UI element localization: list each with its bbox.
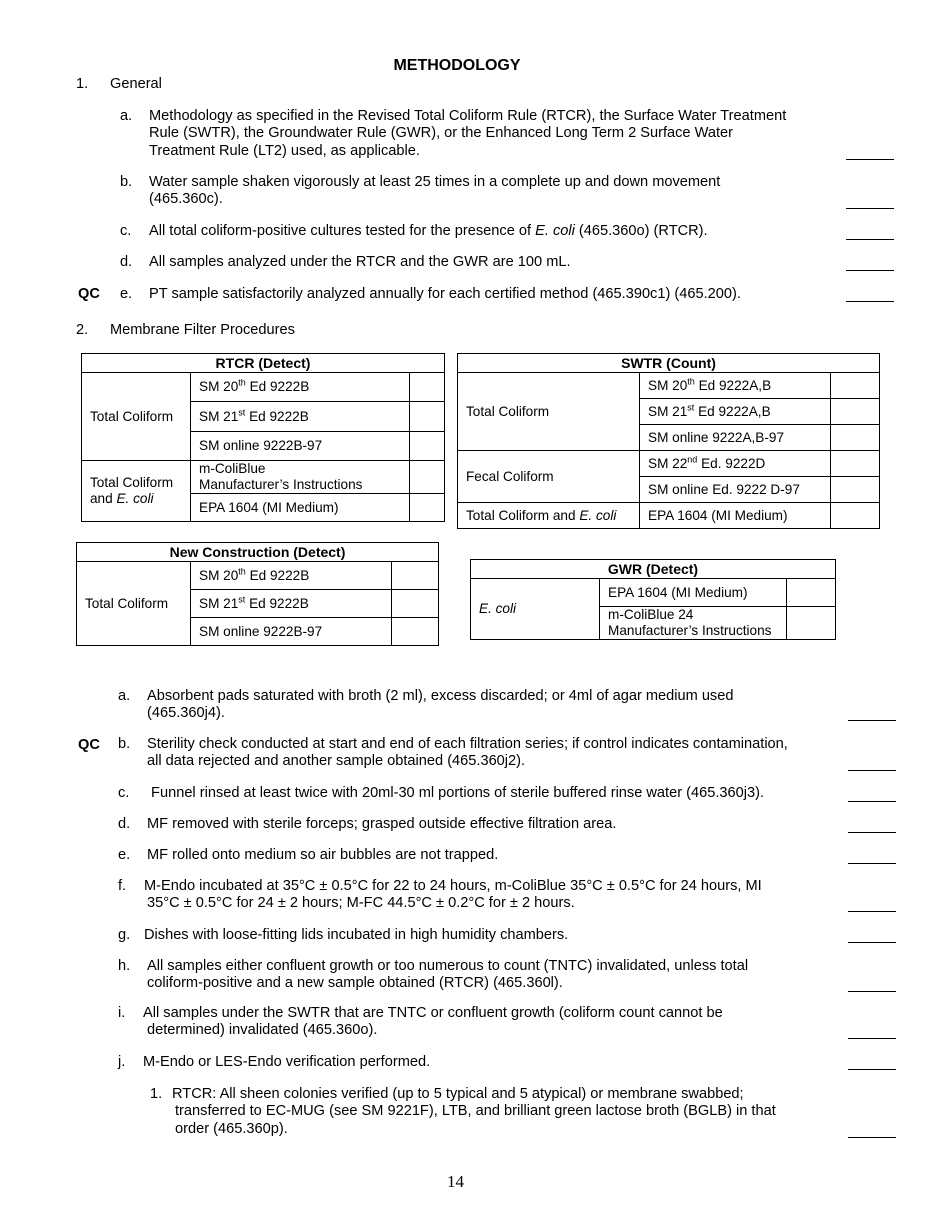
method-checkbox[interactable] (787, 579, 836, 607)
method-checkbox[interactable] (410, 494, 445, 522)
method-checkbox[interactable] (410, 432, 445, 461)
item-letter: a. (120, 108, 133, 124)
checkoff-blank[interactable] (848, 1069, 896, 1070)
checkoff-blank[interactable] (846, 270, 894, 271)
method-cell: m-ColiBlue Manufacturer’s Instructions (191, 461, 410, 494)
analyte-cell: Total Coliform and E. coli (82, 461, 191, 522)
rtcr-table (81, 353, 445, 522)
checkoff-blank[interactable] (848, 770, 896, 771)
item-letter: e. (120, 286, 133, 302)
method-checkbox[interactable] (787, 607, 836, 640)
qc-marker: QC (78, 737, 100, 753)
item-text: All total coliform-positive cultures tested for the presence of E. coli (465.360o) (RTCR). (149, 223, 708, 239)
qc-marker: QC (78, 286, 100, 302)
checkoff-blank[interactable] (846, 301, 894, 302)
method-cell: SM online 9222B-97 (191, 432, 410, 461)
item-text: All samples analyzed under the RTCR and the GWR are 100 mL. (149, 254, 571, 270)
item-text: determined) invalidated (465.360o). (147, 1022, 378, 1038)
method-checkbox[interactable] (831, 503, 880, 529)
analyte-cell: Total Coliform (77, 562, 191, 646)
item-text: Sterility check conducted at start and end of each filtration series; if control indicates contamination, (147, 736, 788, 752)
checkoff-blank[interactable] (846, 159, 894, 160)
analyte-cell: E. coli (471, 579, 600, 640)
section-heading: Membrane Filter Procedures (110, 322, 295, 338)
checkoff-blank[interactable] (848, 720, 896, 721)
subitem-text: order (465.360p). (175, 1121, 288, 1137)
checkoff-blank[interactable] (848, 801, 896, 802)
method-checkbox[interactable] (831, 477, 880, 503)
item-text: PT sample satisfactorily analyzed annually for each certified method (465.390c1) (465.200). (149, 286, 741, 302)
item-text: MF rolled onto medium so air bubbles are not trapped. (147, 847, 499, 863)
section-number: 1. (76, 76, 89, 92)
section-heading: General (110, 76, 162, 92)
method-checkbox[interactable] (831, 425, 880, 451)
item-letter: g. (118, 927, 131, 943)
item-letter: h. (118, 958, 131, 974)
analyte-cell: Fecal Coliform (458, 451, 640, 503)
new-construction-table (76, 542, 439, 646)
subitem-text: RTCR: All sheen colonies verified (up to 5 typical and 5 atypical) or membrane swabbed; (172, 1086, 744, 1102)
item-text: Funnel rinsed at least twice with 20ml-30 ml portions of sterile buffered rinse water (465.360j3). (147, 785, 765, 801)
checkoff-blank[interactable] (848, 911, 896, 912)
item-letter: b. (118, 736, 131, 752)
method-checkbox[interactable] (831, 399, 880, 425)
item-letter: b. (120, 174, 133, 190)
method-cell: SM 22nd Ed. 9222D (640, 451, 831, 477)
item-text: Rule (SWTR), the Groundwater Rule (GWR), or the Enhanced Long Term 2 Surface Water (149, 125, 733, 141)
page-number: 14 (447, 1172, 464, 1191)
method-cell: EPA 1604 (MI Medium) (640, 503, 831, 529)
item-text: coliform-positive and a new sample obtained (RTCR) (465.360l). (147, 975, 563, 991)
method-cell: SM online Ed. 9222 D-97 (640, 477, 831, 503)
item-letter: a. (118, 688, 131, 704)
gwr-table (470, 559, 836, 640)
item-text: Methodology as specified in the Revised Total Coliform Rule (RTCR), the Surface Water Treatment (149, 108, 787, 124)
table-title: RTCR (Detect) (82, 354, 445, 373)
method-cell: SM 21st Ed 9222B (191, 402, 410, 432)
method-cell: SM 20th Ed 9222A,B (640, 373, 831, 399)
item-letter: i. (118, 1005, 126, 1021)
item-text: all data rejected and another sample obtained (465.360j2). (147, 753, 526, 769)
swtr-table (457, 353, 880, 529)
item-letter: e. (118, 847, 131, 863)
table-title: GWR (Detect) (471, 560, 836, 579)
checkoff-blank[interactable] (848, 863, 896, 864)
item-letter: c. (118, 785, 130, 801)
subitem-number: 1. (150, 1086, 163, 1102)
method-cell: SM 20th Ed 9222B (191, 373, 410, 402)
table-title: New Construction (Detect) (77, 543, 439, 562)
method-cell: EPA 1604 (MI Medium) (600, 579, 787, 607)
method-cell: m-ColiBlue 24 Manufacturer’s Instructions (600, 607, 787, 640)
analyte-cell: Total Coliform (458, 373, 640, 451)
checkoff-blank[interactable] (848, 942, 896, 943)
item-text: Dishes with loose-fitting lids incubated in high humidity chambers. (144, 927, 569, 943)
method-checkbox[interactable] (831, 451, 880, 477)
checkoff-blank[interactable] (848, 1137, 896, 1138)
subitem-text: transferred to EC-MUG (see SM 9221F), LTB, and brilliant green lactose broth (BGLB) in that (175, 1103, 776, 1119)
item-text: All samples under the SWTR that are TNTC or confluent growth (coliform count cannot be (143, 1005, 723, 1021)
method-cell: SM 21st Ed 9222B (191, 590, 392, 618)
item-text: M-Endo incubated at 35°C ± 0.5°C for 22 to 24 hours, m-ColiBlue 35°C ± 0.5°C for 24 hours, MI (144, 878, 762, 894)
method-cell: EPA 1604 (MI Medium) (191, 494, 410, 522)
page-title: METHODOLOGY (393, 57, 521, 74)
checkoff-blank[interactable] (846, 208, 894, 209)
method-checkbox[interactable] (392, 590, 439, 618)
method-cell: SM 21st Ed 9222A,B (640, 399, 831, 425)
item-letter: j. (118, 1054, 126, 1070)
method-cell: SM online 9222B-97 (191, 618, 392, 646)
method-checkbox[interactable] (831, 373, 880, 399)
item-letter: d. (118, 816, 131, 832)
item-text: All samples either confluent growth or too numerous to count (TNTC) invalidated, unless total (147, 958, 749, 974)
method-checkbox[interactable] (410, 461, 445, 494)
checkoff-blank[interactable] (848, 832, 896, 833)
method-checkbox[interactable] (392, 618, 439, 646)
analyte-cell: Total Coliform (82, 373, 191, 461)
analyte-cell: Total Coliform and E. coli (458, 503, 640, 529)
method-cell: SM 20th Ed 9222B (191, 562, 392, 590)
checkoff-blank[interactable] (848, 1038, 896, 1039)
method-cell: SM online 9222A,B-97 (640, 425, 831, 451)
item-text: Absorbent pads saturated with broth (2 ml), excess discarded; or 4ml of agar medium used (147, 688, 734, 704)
method-checkbox[interactable] (410, 402, 445, 432)
checkoff-blank[interactable] (846, 239, 894, 240)
item-letter: d. (120, 254, 133, 270)
item-text: MF removed with sterile forceps; grasped outside effective filtration area. (147, 816, 617, 832)
item-letter: f. (118, 878, 127, 894)
item-text: M-Endo or LES-Endo verification performed. (143, 1054, 431, 1070)
item-text: Water sample shaken vigorously at least 25 times in a complete up and down movement (149, 174, 721, 190)
section-number: 2. (76, 322, 89, 338)
table-title: SWTR (Count) (458, 354, 880, 373)
checkoff-blank[interactable] (848, 991, 896, 992)
item-text: (465.360j4). (147, 705, 225, 721)
item-letter: c. (120, 223, 132, 239)
item-text: Treatment Rule (LT2) used, as applicable. (149, 143, 420, 159)
method-checkbox[interactable] (410, 373, 445, 402)
method-checkbox[interactable] (392, 562, 439, 590)
item-text: (465.360c). (149, 191, 223, 207)
item-text: 35°C ± 0.5°C for 24 ± 2 hours; M-FC 44.5°C ± 0.2°C for ± 2 hours. (147, 895, 575, 911)
